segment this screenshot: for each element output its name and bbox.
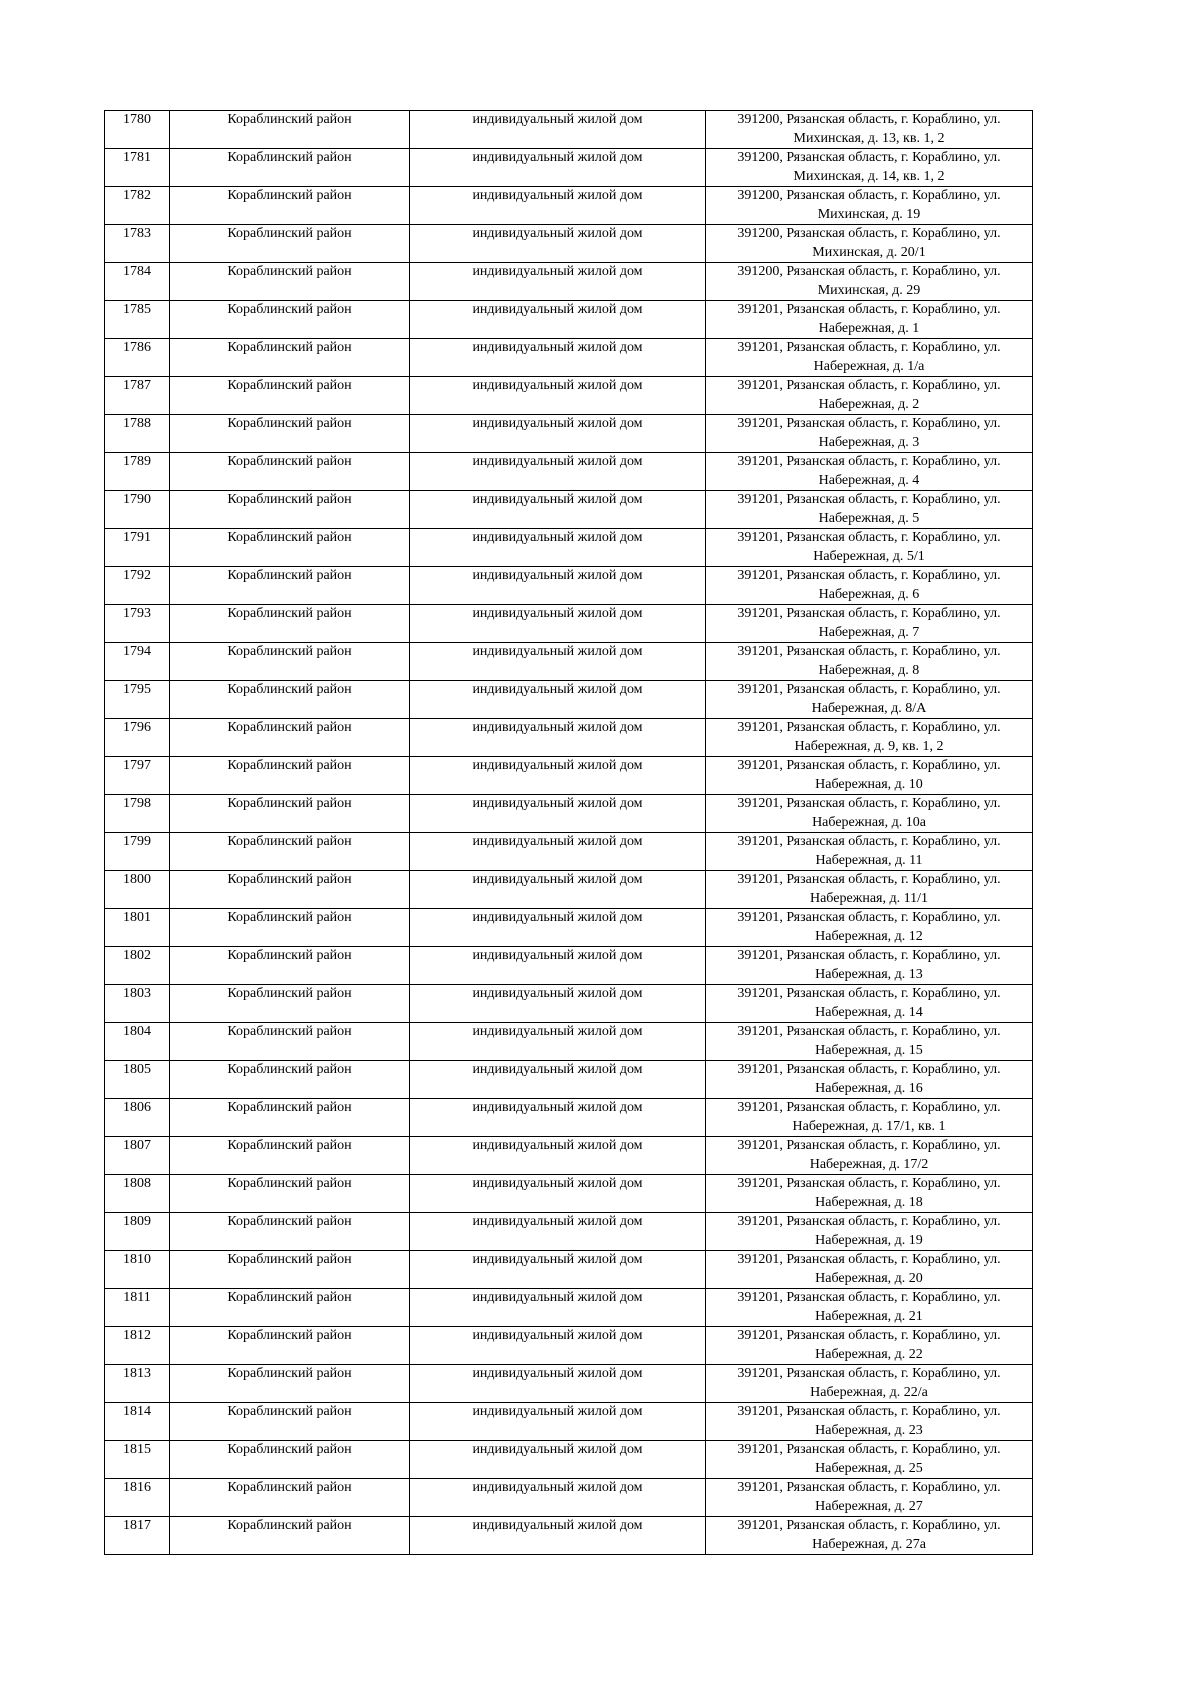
- address-cell: 391201, Рязанская область, г. Кораблино, ул. Набережная, д. 11: [706, 833, 1033, 871]
- table-row: [105, 795, 1033, 833]
- address-cell: 391201, Рязанская область, г. Кораблино, ул. Набережная, д. 10: [706, 757, 1033, 795]
- address-table-body: [105, 111, 1033, 1555]
- row-number-cell: 1800: [105, 871, 170, 909]
- address-cell: 391201, Рязанская область, г. Кораблино, ул. Набережная, д. 8/А: [706, 681, 1033, 719]
- table-row: [105, 871, 1033, 909]
- building-type-cell: индивидуальный жилой дом: [410, 1099, 706, 1137]
- table-row: [105, 225, 1033, 263]
- building-type-cell: индивидуальный жилой дом: [410, 909, 706, 947]
- building-type-cell: индивидуальный жилой дом: [410, 605, 706, 643]
- table-row: [105, 1365, 1033, 1403]
- address-cell: 391200, Рязанская область, г. Кораблино, ул. Михинская, д. 20/1: [706, 225, 1033, 263]
- table-row: [105, 1517, 1033, 1555]
- row-number-cell: 1804: [105, 1023, 170, 1061]
- address-cell: 391201, Рязанская область, г. Кораблино, ул. Набережная, д. 9, кв. 1, 2: [706, 719, 1033, 757]
- row-number-cell: 1807: [105, 1137, 170, 1175]
- row-number-cell: 1792: [105, 567, 170, 605]
- building-type-cell: индивидуальный жилой дом: [410, 1403, 706, 1441]
- district-cell: Кораблинский район: [170, 1289, 410, 1327]
- table-row: [105, 947, 1033, 985]
- row-number-cell: 1781: [105, 149, 170, 187]
- district-cell: Кораблинский район: [170, 947, 410, 985]
- table-row: [105, 1251, 1033, 1289]
- table-row: [105, 605, 1033, 643]
- row-number-cell: 1816: [105, 1479, 170, 1517]
- building-type-cell: индивидуальный жилой дом: [410, 871, 706, 909]
- row-number-cell: 1796: [105, 719, 170, 757]
- address-cell: 391201, Рязанская область, г. Кораблино, ул. Набережная, д. 27: [706, 1479, 1033, 1517]
- row-number-cell: 1789: [105, 453, 170, 491]
- table-row: [105, 415, 1033, 453]
- building-type-cell: индивидуальный жилой дом: [410, 263, 706, 301]
- address-cell: 391201, Рязанская область, г. Кораблино, ул. Набережная, д. 5: [706, 491, 1033, 529]
- building-type-cell: индивидуальный жилой дом: [410, 453, 706, 491]
- district-cell: Кораблинский район: [170, 263, 410, 301]
- district-cell: Кораблинский район: [170, 1517, 410, 1555]
- district-cell: Кораблинский район: [170, 149, 410, 187]
- building-type-cell: индивидуальный жилой дом: [410, 1137, 706, 1175]
- address-cell: 391200, Рязанская область, г. Кораблино, ул. Михинская, д. 14, кв. 1, 2: [706, 149, 1033, 187]
- row-number-cell: 1793: [105, 605, 170, 643]
- district-cell: Кораблинский район: [170, 909, 410, 947]
- district-cell: Кораблинский район: [170, 377, 410, 415]
- district-cell: Кораблинский район: [170, 453, 410, 491]
- table-row: [105, 339, 1033, 377]
- address-cell: 391201, Рязанская область, г. Кораблино, ул. Набережная, д. 27а: [706, 1517, 1033, 1555]
- table-row: [105, 263, 1033, 301]
- row-number-cell: 1810: [105, 1251, 170, 1289]
- address-cell: 391201, Рязанская область, г. Кораблино, ул. Набережная, д. 12: [706, 909, 1033, 947]
- address-cell: 391201, Рязанская область, г. Кораблино, ул. Набережная, д. 14: [706, 985, 1033, 1023]
- district-cell: Кораблинский район: [170, 187, 410, 225]
- address-cell: 391201, Рязанская область, г. Кораблино, ул. Набережная, д. 4: [706, 453, 1033, 491]
- table-row: [105, 111, 1033, 149]
- district-cell: Кораблинский район: [170, 1365, 410, 1403]
- district-cell: Кораблинский район: [170, 605, 410, 643]
- table-row: [105, 909, 1033, 947]
- address-table: [104, 110, 1033, 1555]
- building-type-cell: индивидуальный жилой дом: [410, 1061, 706, 1099]
- building-type-cell: индивидуальный жилой дом: [410, 149, 706, 187]
- building-type-cell: индивидуальный жилой дом: [410, 491, 706, 529]
- district-cell: Кораблинский район: [170, 1175, 410, 1213]
- row-number-cell: 1790: [105, 491, 170, 529]
- table-row: [105, 491, 1033, 529]
- address-cell: 391201, Рязанская область, г. Кораблино, ул. Набережная, д. 19: [706, 1213, 1033, 1251]
- building-type-cell: индивидуальный жилой дом: [410, 681, 706, 719]
- row-number-cell: 1780: [105, 111, 170, 149]
- row-number-cell: 1783: [105, 225, 170, 263]
- row-number-cell: 1811: [105, 1289, 170, 1327]
- building-type-cell: индивидуальный жилой дом: [410, 1213, 706, 1251]
- district-cell: Кораблинский район: [170, 1137, 410, 1175]
- row-number-cell: 1799: [105, 833, 170, 871]
- table-row: [105, 643, 1033, 681]
- building-type-cell: индивидуальный жилой дом: [410, 985, 706, 1023]
- table-row: [105, 1327, 1033, 1365]
- table-row: [105, 833, 1033, 871]
- building-type-cell: индивидуальный жилой дом: [410, 947, 706, 985]
- table-row: [105, 1175, 1033, 1213]
- building-type-cell: индивидуальный жилой дом: [410, 529, 706, 567]
- table-row: [105, 1479, 1033, 1517]
- district-cell: Кораблинский район: [170, 1479, 410, 1517]
- building-type-cell: индивидуальный жилой дом: [410, 1175, 706, 1213]
- building-type-cell: индивидуальный жилой дом: [410, 643, 706, 681]
- row-number-cell: 1798: [105, 795, 170, 833]
- table-row: [105, 187, 1033, 225]
- table-row: [105, 757, 1033, 795]
- row-number-cell: 1806: [105, 1099, 170, 1137]
- table-row: [105, 1137, 1033, 1175]
- row-number-cell: 1817: [105, 1517, 170, 1555]
- address-cell: 391201, Рязанская область, г. Кораблино, ул. Набережная, д. 17/1, кв. 1: [706, 1099, 1033, 1137]
- table-row: [105, 1441, 1033, 1479]
- building-type-cell: индивидуальный жилой дом: [410, 339, 706, 377]
- address-cell: 391201, Рязанская область, г. Кораблино, ул. Набережная, д. 2: [706, 377, 1033, 415]
- table-row: [105, 453, 1033, 491]
- table-row: [105, 719, 1033, 757]
- table-row: [105, 529, 1033, 567]
- district-cell: Кораблинский район: [170, 225, 410, 263]
- district-cell: Кораблинский район: [170, 415, 410, 453]
- address-cell: 391201, Рязанская область, г. Кораблино, ул. Набережная, д. 1/а: [706, 339, 1033, 377]
- district-cell: Кораблинский район: [170, 795, 410, 833]
- row-number-cell: 1808: [105, 1175, 170, 1213]
- address-cell: 391201, Рязанская область, г. Кораблино, ул. Набережная, д. 23: [706, 1403, 1033, 1441]
- district-cell: Кораблинский район: [170, 719, 410, 757]
- building-type-cell: индивидуальный жилой дом: [410, 111, 706, 149]
- building-type-cell: индивидуальный жилой дом: [410, 1517, 706, 1555]
- district-cell: Кораблинский район: [170, 1061, 410, 1099]
- district-cell: Кораблинский район: [170, 1403, 410, 1441]
- building-type-cell: индивидуальный жилой дом: [410, 1327, 706, 1365]
- building-type-cell: индивидуальный жилой дом: [410, 795, 706, 833]
- address-cell: 391200, Рязанская область, г. Кораблино, ул. Михинская, д. 19: [706, 187, 1033, 225]
- building-type-cell: индивидуальный жилой дом: [410, 1289, 706, 1327]
- district-cell: Кораблинский район: [170, 757, 410, 795]
- row-number-cell: 1813: [105, 1365, 170, 1403]
- district-cell: Кораблинский район: [170, 339, 410, 377]
- district-cell: Кораблинский район: [170, 1213, 410, 1251]
- district-cell: Кораблинский район: [170, 833, 410, 871]
- address-cell: 391200, Рязанская область, г. Кораблино, ул. Михинская, д. 13, кв. 1, 2: [706, 111, 1033, 149]
- building-type-cell: индивидуальный жилой дом: [410, 1023, 706, 1061]
- address-cell: 391201, Рязанская область, г. Кораблино, ул. Набережная, д. 8: [706, 643, 1033, 681]
- building-type-cell: индивидуальный жилой дом: [410, 415, 706, 453]
- table-row: [105, 301, 1033, 339]
- address-cell: 391200, Рязанская область, г. Кораблино, ул. Михинская, д. 29: [706, 263, 1033, 301]
- district-cell: Кораблинский район: [170, 111, 410, 149]
- row-number-cell: 1814: [105, 1403, 170, 1441]
- row-number-cell: 1782: [105, 187, 170, 225]
- building-type-cell: индивидуальный жилой дом: [410, 1251, 706, 1289]
- district-cell: Кораблинский район: [170, 1023, 410, 1061]
- building-type-cell: индивидуальный жилой дом: [410, 1479, 706, 1517]
- row-number-cell: 1809: [105, 1213, 170, 1251]
- address-cell: 391201, Рязанская область, г. Кораблино, ул. Набережная, д. 6: [706, 567, 1033, 605]
- row-number-cell: 1801: [105, 909, 170, 947]
- table-row: [105, 1061, 1033, 1099]
- row-number-cell: 1794: [105, 643, 170, 681]
- address-cell: 391201, Рязанская область, г. Кораблино, ул. Набережная, д. 25: [706, 1441, 1033, 1479]
- row-number-cell: 1803: [105, 985, 170, 1023]
- table-row: [105, 1289, 1033, 1327]
- row-number-cell: 1795: [105, 681, 170, 719]
- table-row: [105, 681, 1033, 719]
- address-cell: 391201, Рязанская область, г. Кораблино, ул. Набережная, д. 10а: [706, 795, 1033, 833]
- district-cell: Кораблинский район: [170, 1099, 410, 1137]
- row-number-cell: 1812: [105, 1327, 170, 1365]
- row-number-cell: 1815: [105, 1441, 170, 1479]
- address-cell: 391201, Рязанская область, г. Кораблино, ул. Набережная, д. 5/1: [706, 529, 1033, 567]
- row-number-cell: 1797: [105, 757, 170, 795]
- building-type-cell: индивидуальный жилой дом: [410, 187, 706, 225]
- building-type-cell: индивидуальный жилой дом: [410, 757, 706, 795]
- district-cell: Кораблинский район: [170, 1441, 410, 1479]
- table-row: [105, 985, 1033, 1023]
- address-cell: 391201, Рязанская область, г. Кораблино, ул. Набережная, д. 1: [706, 301, 1033, 339]
- table-row: [105, 1023, 1033, 1061]
- district-cell: Кораблинский район: [170, 1251, 410, 1289]
- building-type-cell: индивидуальный жилой дом: [410, 567, 706, 605]
- building-type-cell: индивидуальный жилой дом: [410, 301, 706, 339]
- building-type-cell: индивидуальный жилой дом: [410, 1441, 706, 1479]
- district-cell: Кораблинский район: [170, 985, 410, 1023]
- district-cell: Кораблинский район: [170, 567, 410, 605]
- address-cell: 391201, Рязанская область, г. Кораблино, ул. Набережная, д. 15: [706, 1023, 1033, 1061]
- row-number-cell: 1788: [105, 415, 170, 453]
- address-cell: 391201, Рязанская область, г. Кораблино, ул. Набережная, д. 17/2: [706, 1137, 1033, 1175]
- table-row: [105, 1213, 1033, 1251]
- address-cell: 391201, Рязанская область, г. Кораблино, ул. Набережная, д. 3: [706, 415, 1033, 453]
- building-type-cell: индивидуальный жилой дом: [410, 833, 706, 871]
- row-number-cell: 1791: [105, 529, 170, 567]
- district-cell: Кораблинский район: [170, 1327, 410, 1365]
- row-number-cell: 1805: [105, 1061, 170, 1099]
- row-number-cell: 1802: [105, 947, 170, 985]
- building-type-cell: индивидуальный жилой дом: [410, 719, 706, 757]
- table-row: [105, 1099, 1033, 1137]
- building-type-cell: индивидуальный жилой дом: [410, 377, 706, 415]
- row-number-cell: 1787: [105, 377, 170, 415]
- address-cell: 391201, Рязанская область, г. Кораблино, ул. Набережная, д. 20: [706, 1251, 1033, 1289]
- address-cell: 391201, Рязанская область, г. Кораблино, ул. Набережная, д. 18: [706, 1175, 1033, 1213]
- address-cell: 391201, Рязанская область, г. Кораблино, ул. Набережная, д. 22/а: [706, 1365, 1033, 1403]
- district-cell: Кораблинский район: [170, 871, 410, 909]
- district-cell: Кораблинский район: [170, 529, 410, 567]
- address-cell: 391201, Рязанская область, г. Кораблино, ул. Набережная, д. 21: [706, 1289, 1033, 1327]
- address-cell: 391201, Рязанская область, г. Кораблино, ул. Набережная, д. 22: [706, 1327, 1033, 1365]
- table-row: [105, 1403, 1033, 1441]
- address-cell: 391201, Рязанская область, г. Кораблино, ул. Набережная, д. 13: [706, 947, 1033, 985]
- row-number-cell: 1786: [105, 339, 170, 377]
- district-cell: Кораблинский район: [170, 301, 410, 339]
- address-cell: 391201, Рязанская область, г. Кораблино, ул. Набережная, д. 7: [706, 605, 1033, 643]
- building-type-cell: индивидуальный жилой дом: [410, 1365, 706, 1403]
- district-cell: Кораблинский район: [170, 491, 410, 529]
- row-number-cell: 1784: [105, 263, 170, 301]
- row-number-cell: 1785: [105, 301, 170, 339]
- table-row: [105, 377, 1033, 415]
- address-cell: 391201, Рязанская область, г. Кораблино, ул. Набережная, д. 16: [706, 1061, 1033, 1099]
- table-row: [105, 149, 1033, 187]
- building-type-cell: индивидуальный жилой дом: [410, 225, 706, 263]
- district-cell: Кораблинский район: [170, 681, 410, 719]
- district-cell: Кораблинский район: [170, 643, 410, 681]
- table-row: [105, 567, 1033, 605]
- address-cell: 391201, Рязанская область, г. Кораблино, ул. Набережная, д. 11/1: [706, 871, 1033, 909]
